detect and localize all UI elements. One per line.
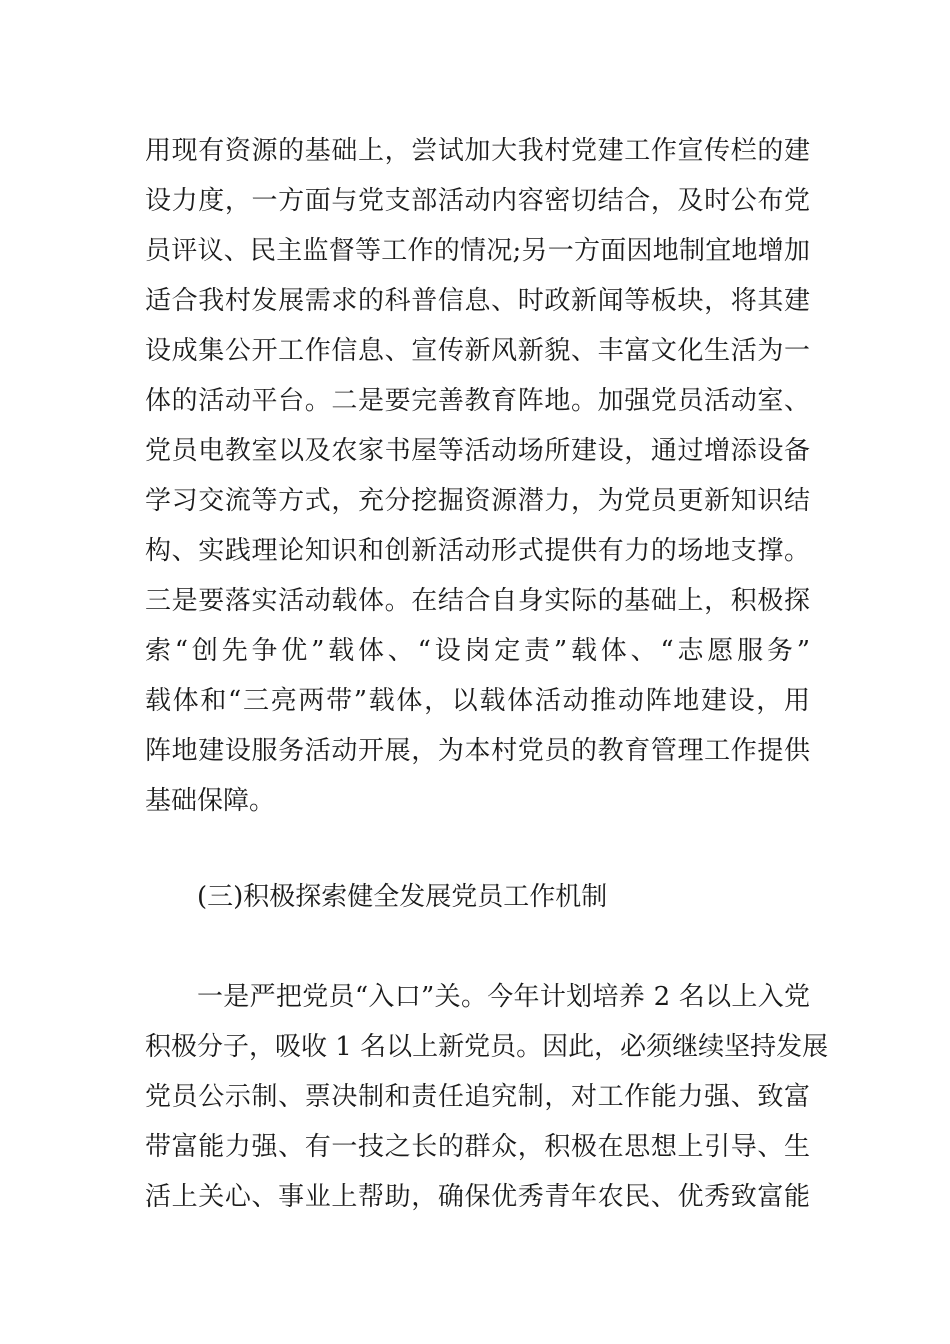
paragraph-party-member-intake	[145, 972, 829, 1222]
text-line: 索“创先争优”载体、“设岗定责”载体、“志愿服务”	[145, 636, 810, 666]
text-line: 积极分子，吸收 1 名以上新党员。因此，必须继续坚持发展	[145, 1032, 829, 1062]
text-line: 一是严把党员“入口”关。今年计划培养 2 名以上入党	[197, 982, 810, 1012]
text-line: 适合我村发展需求的科普信息、时政新闻等板块，将其建	[145, 286, 810, 316]
text-line: 员评议、民主监督等工作的情况;另一方面因地制宜地增加	[145, 236, 810, 266]
section-heading-text: (三)积极探索健全发展党员工作机制	[197, 882, 608, 912]
text-line: 党员电教室以及农家书屋等活动场所建设，通过增添设备	[145, 436, 810, 466]
text-line: 用现有资源的基础上，尝试加大我村党建工作宣传栏的建	[145, 136, 810, 166]
text-line: 体的活动平台。二是要完善教育阵地。加强党员活动室、	[145, 386, 810, 416]
text-line: 阵地建设服务活动开展，为本村党员的教育管理工作提供	[145, 736, 810, 766]
paragraph-party-building-positions	[145, 126, 810, 826]
text-line: 党员公示制、票决制和责任追究制，对工作能力强、致富	[145, 1082, 810, 1112]
text-line: 活上关心、事业上帮助，确保优秀青年农民、优秀致富能	[145, 1182, 810, 1212]
text-line: 学习交流等方式，充分挖掘资源潜力，为党员更新知识结	[145, 486, 810, 516]
text-line: 三是要落实活动载体。在结合自身实际的基础上，积极探	[145, 586, 810, 616]
text-line: 构、实践理论知识和创新活动形式提供有力的场地支撑。	[145, 536, 810, 566]
text-line: 设力度，一方面与党支部活动内容密切结合，及时公布党	[145, 186, 810, 216]
text-line: 设成集公开工作信息、宣传新风新貌、丰富文化生活为一	[145, 336, 810, 366]
text-line: 载体和“三亮两带”载体，以载体活动推动阵地建设，用	[145, 686, 810, 716]
section-heading	[145, 872, 810, 922]
text-line: 带富能力强、有一技之长的群众，积极在思想上引导、生	[145, 1132, 810, 1162]
text-line: 基础保障。	[145, 786, 276, 816]
